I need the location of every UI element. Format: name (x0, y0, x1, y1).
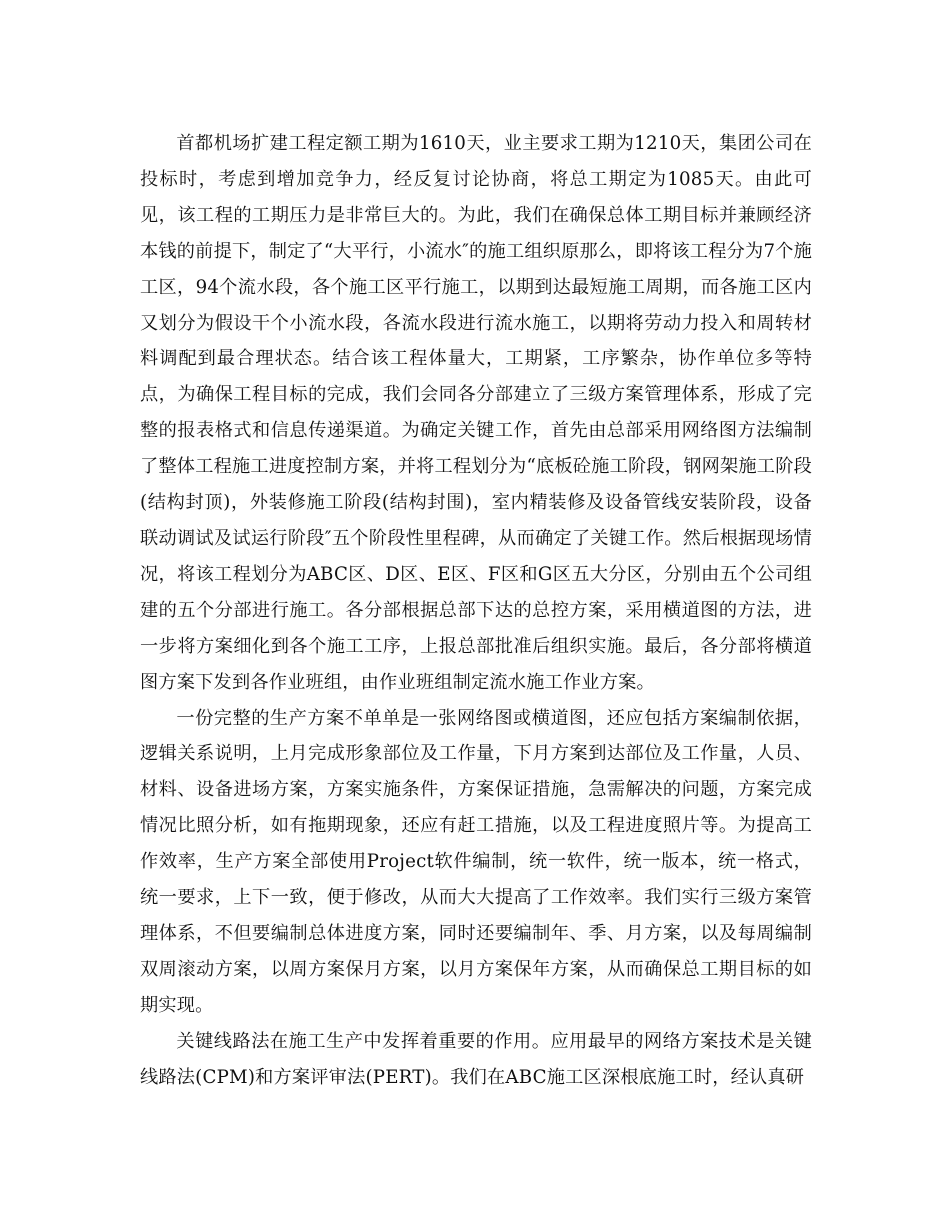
document-body (140, 126, 812, 1095)
paragraph-critical-path: 关键线路法在施工生产中发挥着重要的作用。应用最早的网络方案技术是关键线路法(CPM)和方案评审法(PERT)。我们在ABC施工区深根底施工时，经认真研 (140, 1030, 812, 1088)
paragraph-schedule-organization: 首都机场扩建工程定额工期为1610天，业主要求工期为1210天，集团公司在投标时，考虑到增加竞争力，经反复讨论协商，将总工期定为1085天。由此可见，该工程的工期压力是非常巨大的。为此，我们在确保总体工期目标并兼顾经济本钱的前提下，制定了“大平行，小流水″的施工组织原那么，即将该工程分为7个施工区，94个流水段，各个施工区平行施工，以期到达最短施工周期，而各施工区内又划分为假设干个小流水段，各流水段进行流水施工，以期将劳动力投入和周转材料调配到最合理状态。结合该工程体量大，工期紧，工序繁杂，协作单位多等特点，为确保工程目标的完成，我们会同各分部建立了三级方案管理体系，形成了完整的报表格式和信息传递渠道。为确定关键工作，首先由总部采用网络图方法编制了整体工程施工进度控制方案，并将工程划分为“底板砼施工阶段，钢网架施工阶段(结构封顶)，外装修施工阶段(结构封围)，室内精装修及设备管线安装阶段，设备联动调试及试运行阶段″五个阶段性里程碑，从而确定了关键工作。然后根据现场情况，将该工程划分为ABC区、D区、E区、F区和G区五大分区，分别由五个公司组建的五个分部进行施工。各分部根据总部下达的总控方案，采用横道图的方法，进一步将方案细化到各个施工工序，上报总部批准后组织实施。最后，各分部将横道图方案下发到各作业班组，由作业班组制定流水施工作业方案。 (140, 133, 812, 693)
paragraph-production-plan: 一份完整的生产方案不单单是一张网络图或横道图，还应包括方案编制依据，逻辑关系说明，上月完成形象部位及工作量，下月方案到达部位及工作量，人员、材料、设备进场方案，方案实施条件，方案保证措施，急需解决的问题，方案完成情况比照分析，如有拖期现象，还应有赶工措施，以及工程进度照片等。为提高工作效率，生产方案全部使用Project软件编制，统一软件，统一版本，统一格式，统一要求，上下一致，便于修改，从而大大提高了工作效率。我们实行三级方案管理体系，不但要编制总体进度方案，同时还要编制年、季、月方案，以及每周编制双周滚动方案，以周方案保月方案，以月方案保年方案，从而确保总工期目标的如期实现。 (140, 707, 812, 1016)
